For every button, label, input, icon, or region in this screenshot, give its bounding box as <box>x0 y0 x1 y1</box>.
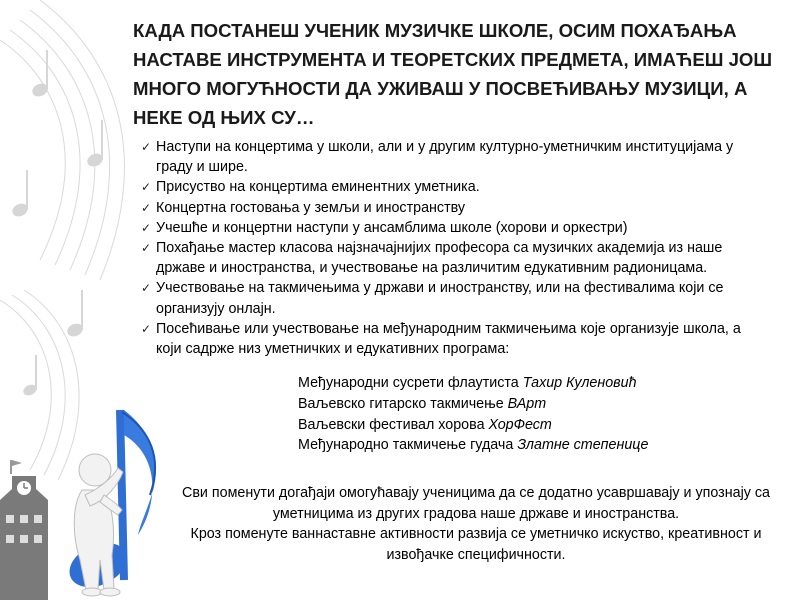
checkmark-icon: ✓ <box>141 220 152 235</box>
closing-text <box>170 483 782 565</box>
list-item-text: Учешће и концертни наступи у ансамблима школе (хорови и оркестри) <box>156 219 628 236</box>
list-item-text: Концертна гостовања у земљи и иностранству <box>156 199 466 216</box>
staff-lines-decoration <box>0 0 124 480</box>
event-title: Златне степенице <box>517 437 649 454</box>
list-item <box>141 198 766 218</box>
checkmark-icon: ✓ <box>141 321 152 336</box>
activities-list <box>141 137 766 359</box>
events-list <box>298 373 648 456</box>
list-item <box>141 319 766 359</box>
event-item <box>298 394 648 415</box>
list-item <box>141 278 766 318</box>
closing-paragraph: Сви поменути догађаји омогућавају ученицима да се додатно усавршавају и упознају са уметницима из других градова наше државе и иностранства. <box>182 485 770 522</box>
list-item <box>141 177 766 197</box>
event-name: Ваљевско гитарско такмичење <box>298 395 508 412</box>
list-item <box>141 137 766 177</box>
event-name: Ваљевски фестивал хорова <box>298 416 489 433</box>
checkmark-icon: ✓ <box>141 200 152 215</box>
list-item-text: Посећивање или учествовање на међународним такмичењима које организује школа, а који садрже низ уметничких и едукативних програма: <box>156 320 741 358</box>
event-item <box>298 415 648 436</box>
list-item <box>141 218 766 238</box>
list-item-text: Наступи на концертима у школи, али и у другим културно-уметничким институцијама у граду и шире. <box>156 139 734 176</box>
event-title: ВАрт <box>507 395 547 412</box>
school-building-icon <box>0 460 48 600</box>
event-name: Међународно такмичење гудача <box>298 437 518 454</box>
event-item <box>298 435 648 456</box>
list-item-text: Похађање мастер класова најзначајнијих професора са музичких академија из наше државе и иностранства, и учествовање на различитим едукативним радионицама. <box>156 240 723 277</box>
list-item-text: Присуство на концертима еминентних уметника. <box>156 179 480 196</box>
closing-paragraph: Кроз поменуте ваннаставне активности развија се уметничко искуство, креативност и извођачке специфичности. <box>190 526 762 563</box>
event-title: ХорФест <box>488 416 552 433</box>
faint-notes-decoration <box>10 50 105 397</box>
event-item <box>298 373 648 394</box>
checkmark-icon: ✓ <box>141 241 152 256</box>
checkmark-icon: ✓ <box>141 140 152 154</box>
page-title: КАДА ПОСТАНЕШ УЧЕНИК МУЗИЧКЕ ШКОЛЕ, ОСИМ ПОХАЂАЊА НАСТАВЕ ИНСТРУМЕНТА И ТЕОРЕТСКИХ ПРЕДМЕТА, ИМАЋЕШ ЈОШ МНОГО МОГУЋНОСТИ ДА УЖИВАШ У ПОСВЕЋИВАЊУ МУЗИЦИ, А НЕКЕ ОД ЊИХ СУ… <box>133 20 773 128</box>
checkmark-icon: ✓ <box>141 180 152 195</box>
event-title: Тахир Куленовић <box>522 375 637 391</box>
checkmark-icon: ✓ <box>141 281 152 296</box>
event-name: Међународни сусрети флаутиста <box>298 375 523 391</box>
list-item-text: Учествовање на такмичењима у држави и иностранству, или на фестивалима који се организују онлајн. <box>156 280 724 317</box>
list-item <box>141 238 766 278</box>
